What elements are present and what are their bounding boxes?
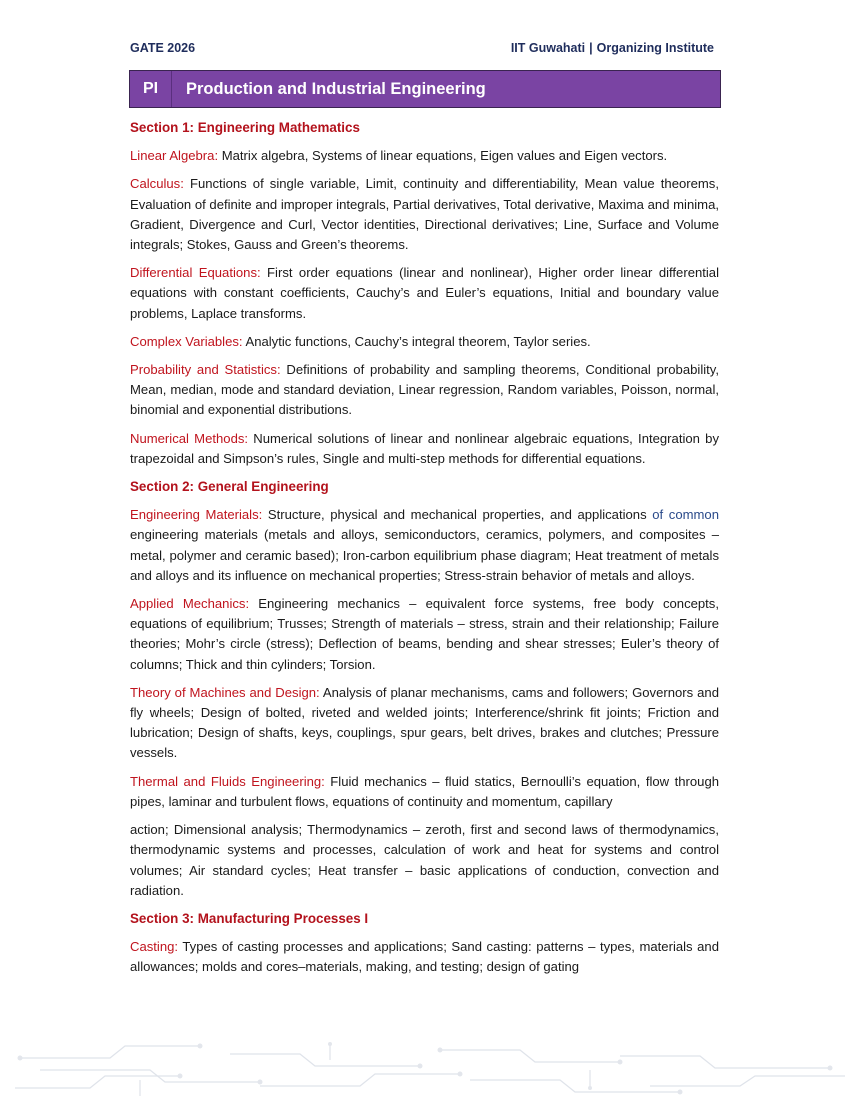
topic-name: Engineering Materials: <box>130 507 263 523</box>
topic-paragraph <box>130 683 719 764</box>
topic-name: Calculus: <box>130 176 184 192</box>
topic-name: Differential Equations: <box>130 265 261 281</box>
organizer-role: Organizing Institute <box>596 41 714 55</box>
header-separator: | <box>589 41 593 55</box>
topic-paragraph <box>130 820 719 901</box>
subject-banner <box>129 70 721 108</box>
topic-paragraph <box>130 772 719 812</box>
topic-paragraph <box>130 429 719 469</box>
topic-text: Matrix algebra, Systems of linear equations, Eigen values and Eigen vectors. <box>218 148 668 164</box>
topic-paragraph <box>130 360 719 421</box>
section-title: Section 1: Engineering Mathematics <box>130 120 360 135</box>
page-header <box>130 41 714 55</box>
topic-paragraph <box>130 332 719 352</box>
topic-paragraph <box>130 174 719 255</box>
topic-text: First order equations (linear and nonlinear), Higher order linear differential equations with constant coefficients, Cauchy’s and Euler’s equations, Initial and boundary value problems, Laplace transforms. <box>130 265 719 321</box>
topic-text: Definitions of probability and sampling theorems, Conditional probability, Mean, median, mode and standard deviation, Linear regression, Random variables, Poisson, normal, binomial and exponential distributions. <box>130 362 719 418</box>
topic-text: Functions of single variable, Limit, continuity and differentiability, Mean value theorems, Evaluation of definite and improper integrals, Partial derivatives, Total derivative, Maxima and minima, Gradient, Divergence and Curl, Vector identities, Directional derivatives; Line, Surface and Volume integrals; Stokes, Gauss and Green’s theorems. <box>130 176 719 253</box>
topic-text-continued: engineering materials (metals and alloys, semiconductors, ceramics, polymers, and composites – metal, polymer and ceramic based); Iron-carbon equilibrium phase diagram; Heat treatment of metals and alloys and its influence on mechanical properties; Stress-strain behavior of metals and alloys. <box>130 527 719 583</box>
topic-name: Theory of Machines and Design: <box>130 684 320 700</box>
topic-text: Structure, physical and mechanical properties, and applications <box>262 507 647 523</box>
topic-paragraph <box>130 146 719 166</box>
topic-text: Fluid mechanics – fluid statics, Bernoulli’s equation, flow through pipes, laminar and turbulent flows, equations of continuity and momentum, capillary <box>130 773 720 809</box>
topic-name: Probability and Statistics: <box>130 362 281 378</box>
exam-name: GATE 2026 <box>130 41 196 55</box>
topic-paragraph <box>130 937 719 977</box>
institute-name: IIT Guwahati <box>510 41 586 55</box>
topic-name: Complex Variables: <box>130 333 243 349</box>
topic-text: Analytic functions, Cauchy’s integral theorem, Taylor series. <box>242 333 591 349</box>
topic-name: Applied Mechanics: <box>130 596 250 612</box>
topic-name: Numerical Methods: <box>130 430 249 446</box>
topic-paragraph <box>130 505 719 586</box>
topic-name: Thermal and Fluids Engineering: <box>130 773 325 789</box>
topic-name: Casting: <box>130 939 179 955</box>
topic-text: Types of casting processes and applications; Sand casting: patterns – types, materials and allowances; molds and cores–materials, making, and testing; design of gating <box>130 939 719 975</box>
organizer <box>511 41 714 55</box>
topic-paragraph <box>130 263 719 324</box>
subject-code: PI <box>130 71 172 107</box>
subject-title: Production and Industrial Engineering <box>186 79 486 98</box>
section-title: Section 2: General Engineering <box>130 479 329 495</box>
topic-text: Analysis of planar mechanisms, cams and followers; Governors and fly wheels; Design of bolted, riveted and welded joints; Interference/shrink fit joints; Friction and lubrication; Design of shafts, keys, couplings, spur gears, belt drives, brakes and clutches; Pressure vessels. <box>130 684 719 761</box>
topic-name: Linear Algebra: <box>130 148 219 164</box>
topic-text-highlight: of common <box>646 507 719 523</box>
circuit-pattern-decoration <box>0 1036 850 1100</box>
topic-text: Numerical solutions of linear and nonlinear algebraic equations, Integration by trapezoidal and Simpson’s rules, Single and multi-step methods for differential equations. <box>130 430 720 466</box>
topic-text: Engineering mechanics – equivalent force systems, free body concepts, equations of equilibrium; Trusses; Strength of materials – stress, strain and their relationship; Failure theories; Mohr’s circle (stress); Deflection of beams, bending and shear stresses; Euler’s theory of columns; Thick and thin cylinders; Torsion. <box>130 596 719 672</box>
syllabus-content <box>130 118 719 986</box>
topic-paragraph <box>130 594 719 675</box>
section-title: Section 3: Manufacturing Processes I <box>130 910 369 926</box>
topic-text: action; Dimensional analysis; Thermodynamics – zeroth, first and second laws of thermodynamics, thermodynamic systems and processes, calculation of work and heat for systems and control volumes; Air standard cycles; Heat transfer – basic applications of conduction, convection and radiation. <box>130 822 719 898</box>
